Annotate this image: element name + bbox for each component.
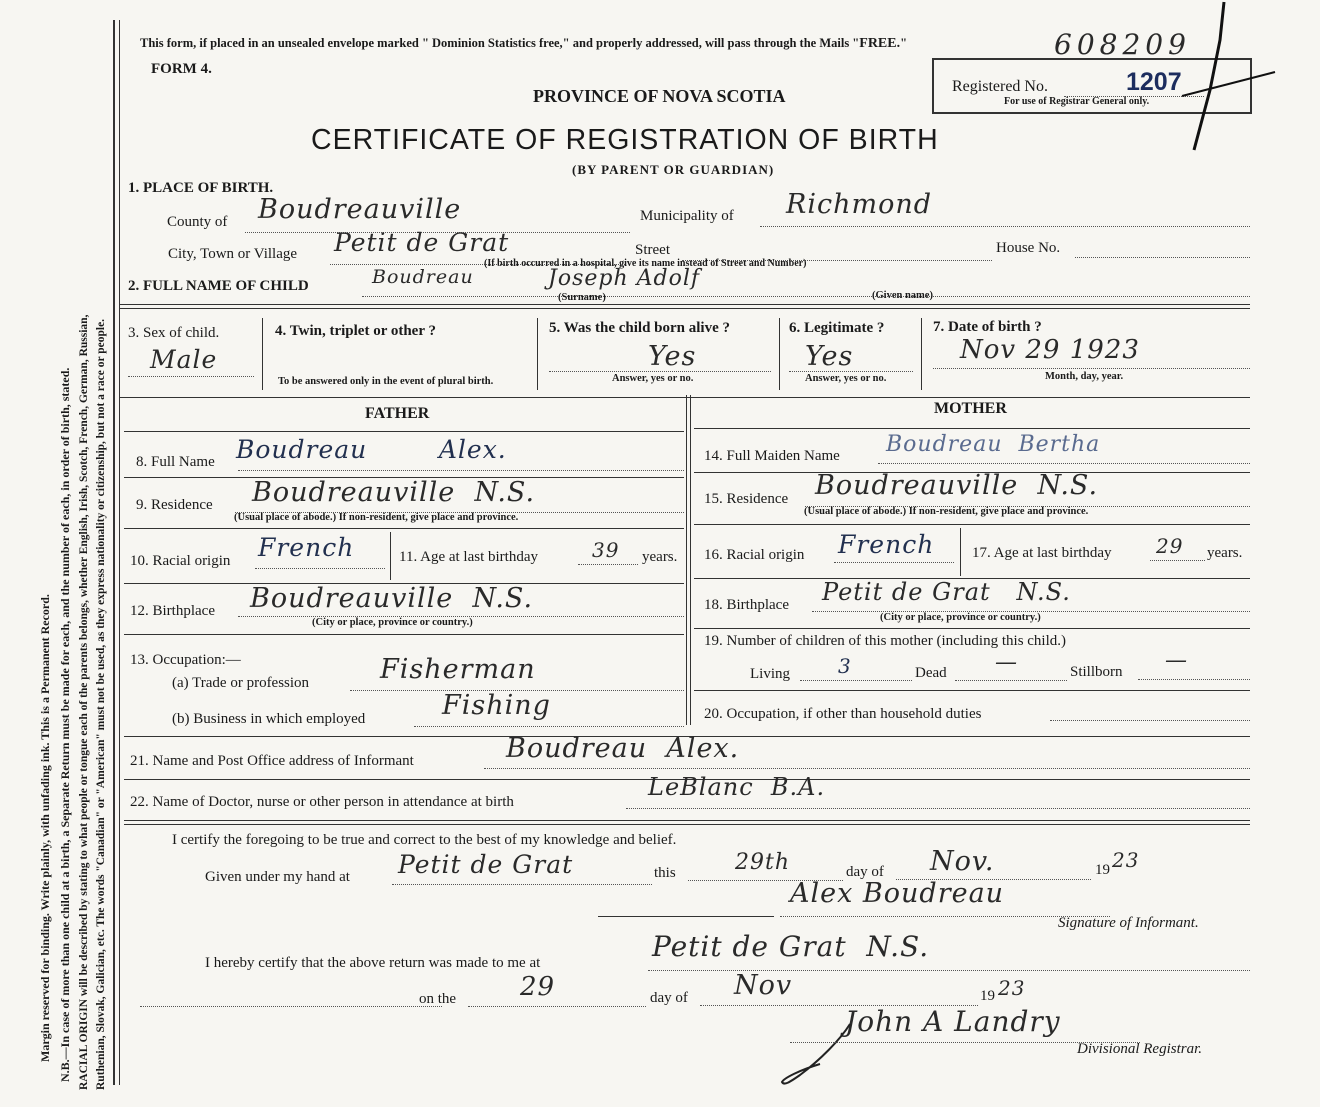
father-name-label: 8. Full Name — [136, 454, 215, 470]
doctor-label: 22. Name of Doctor, nurse or other person in attendance at birth — [130, 794, 514, 810]
mother-residence-label: 15. Residence — [704, 491, 789, 507]
registrar-month: Nov — [734, 970, 793, 1001]
father-age-unit: years. — [642, 549, 678, 565]
mother-heading: MOTHER — [934, 400, 1007, 417]
child-surname-value: Boudreau — [372, 266, 474, 288]
given-label: Given under my hand at — [205, 869, 350, 885]
sex-value: Male — [150, 345, 218, 374]
city-label: City, Town or Village — [168, 246, 298, 262]
alive-value: Yes — [648, 341, 697, 372]
given-place: Petit de Grat — [398, 850, 574, 879]
mother-children-label: 19. Number of children of this mother (including this child.) — [704, 633, 1067, 649]
registrar-signature: John A Landry — [845, 1005, 1061, 1038]
given-month: Nov. — [930, 846, 995, 877]
given-caption: (Given name) — [872, 290, 933, 301]
mail-notice-suffix: " — [900, 36, 908, 50]
father-business-value: Fishing — [442, 690, 551, 721]
father-age-label: 11. Age at last birthday — [399, 549, 538, 565]
father-racial-label: 10. Racial origin — [130, 553, 231, 569]
child-given-value: Joseph Adolf — [548, 266, 701, 291]
father-age-value: 39 — [592, 538, 620, 562]
mother-occupation-label: 20. Occupation, if other than household duties — [704, 706, 982, 722]
municipality-label: Municipality of — [640, 208, 734, 224]
living-label: Living — [750, 666, 790, 682]
pen-mark — [1180, 0, 1290, 160]
dead-value: — — [995, 650, 1018, 675]
registrar-place: Petit de Grat N.S. — [652, 930, 930, 963]
margin-note-4: Ruthenian, Slovak, Galician, etc. The words "Canadian" or "American" must not be used, as they express nationality or citizenship, but not a race or people. — [95, 318, 107, 1090]
twin-note: To be answered only in the event of plural birth. — [278, 376, 494, 387]
mother-birthplace-value: Petit de Grat N.S. — [822, 578, 1071, 606]
on-the-label: on the — [419, 991, 457, 1007]
father-name-value: Boudreau Alex. — [236, 435, 507, 464]
legit-caption: Answer, yes or no. — [805, 373, 887, 384]
mother-birthplace-note: (City or place, province or country.) — [880, 612, 1041, 623]
given-year-prefix: 19 — [1095, 862, 1110, 878]
stillborn-label: Stillborn — [1070, 664, 1123, 680]
county-value: Boudreauville — [258, 194, 462, 225]
child-name-label: 2. FULL NAME OF CHILD — [128, 278, 309, 294]
margin-note-1: Margin reserved for binding. Write plainly, with unfading ink. This is a Permanent Record. — [38, 594, 52, 1062]
father-business-label: (b) Business in which employed — [172, 711, 366, 727]
informant-signature: Alex Boudreau — [790, 878, 1005, 909]
legit-label: 6. Legitimate ? — [789, 320, 885, 336]
place-of-birth-label: 1. PLACE OF BIRTH. — [128, 180, 274, 196]
legit-value: Yes — [805, 341, 854, 372]
living-value: 3 — [838, 654, 852, 678]
informant-caption: Signature of Informant. — [1058, 915, 1199, 931]
father-occupation-label: 13. Occupation:— — [130, 652, 241, 668]
registered-label: Registered No. — [952, 78, 1048, 95]
certificate-subtitle: (BY PARENT OR GUARDIAN) — [572, 162, 775, 177]
given-day-of-label: day of — [846, 864, 884, 880]
alive-label: 5. Was the child born alive ? — [549, 320, 730, 336]
dob-caption: Month, day, year. — [1045, 371, 1124, 382]
father-birthplace-label: 12. Birthplace — [130, 603, 215, 619]
mother-age-unit: years. — [1207, 545, 1243, 561]
this-label: this — [654, 865, 676, 881]
handwritten-number: 608209 — [1054, 28, 1191, 61]
mother-racial-label: 16. Racial origin — [704, 547, 805, 563]
mail-notice-free: FREE. — [859, 36, 901, 51]
alive-caption: Answer, yes or no. — [612, 373, 694, 384]
father-heading: FATHER — [365, 405, 430, 422]
municipality-value: Richmond — [786, 189, 933, 220]
county-label: County of — [167, 214, 228, 230]
registrar-statement: I hereby certify that the above return was made to me at — [205, 955, 541, 971]
registrar-caption: Divisional Registrar. — [1077, 1041, 1203, 1057]
registered-value: 1207 — [1126, 68, 1182, 96]
mother-racial-value: French — [838, 530, 935, 559]
hospital-note: (If birth occurred in a hospital, give its name instead of Street and Number) — [484, 258, 807, 269]
father-residence-note: (Usual place of abode.) If non-resident, give place and province. — [234, 512, 519, 523]
father-racial-value: French — [258, 533, 355, 562]
registrar-note: For use of Registrar General only. — [1004, 96, 1150, 107]
certify-statement: I certify the foregoing to be true and correct to the best of my knowledge and belief. — [172, 832, 677, 848]
registrar-day: 29 — [520, 972, 556, 1002]
mother-age-label: 17. Age at last birthday — [972, 545, 1112, 561]
form-number: FORM 4. — [151, 61, 212, 77]
street-label: Street — [635, 242, 670, 258]
margin-note-3: RACIAL ORIGIN will be described by stating to what people or tongue each of the parents belongs, whether English, Irish, Scotch, French, German, Russian, — [78, 314, 90, 1090]
father-trade-label: (a) Trade or profession — [172, 675, 310, 691]
house-label: House No. — [996, 240, 1061, 256]
mail-notice-text: This form, if placed in an unsealed envelope marked " Dominion Statistics free," and properly addressed, will pass through the Mails " — [140, 36, 860, 50]
father-birthplace-value: Boudreauville N.S. — [250, 583, 534, 614]
given-year: 23 — [1112, 848, 1140, 872]
mother-name-value: Boudreau Bertha — [886, 432, 1101, 457]
mother-name-label: 14. Full Maiden Name — [704, 448, 840, 464]
sex-label: 3. Sex of child. — [128, 325, 220, 341]
doctor-value: LeBlanc B.A. — [648, 773, 826, 801]
given-day: 29th — [735, 850, 791, 875]
mail-notice — [140, 36, 907, 52]
mother-residence-note: (Usual place of abode.) If non-resident, give place and province. — [804, 506, 1089, 517]
father-trade-value: Fisherman — [380, 654, 536, 685]
province: PROVINCE OF NOVA SCOTIA — [533, 86, 786, 106]
dead-label: Dead — [915, 665, 947, 681]
mother-residence-value: Boudreauville N.S. — [815, 470, 1099, 501]
registrar-year-prefix: 19 — [980, 988, 995, 1004]
signature-stroke — [780, 1020, 860, 1090]
father-residence-label: 9. Residence — [136, 497, 213, 513]
stillborn-value: — — [1165, 648, 1188, 673]
mother-age-value: 29 — [1156, 534, 1184, 558]
informant-label: 21. Name and Post Office address of Informant — [130, 753, 414, 769]
registrar-year: 23 — [998, 976, 1026, 1000]
mother-birthplace-label: 18. Birthplace — [704, 597, 789, 613]
twin-label: 4. Twin, triplet or other ? — [275, 323, 436, 339]
informant-value: Boudreau Alex. — [506, 733, 740, 764]
margin-note-2: N.B.—In case of more than one child at a birth, a Separate Return must be made for each, and the number of each, in order of birth, stated. — [58, 367, 72, 1082]
dob-label: 7. Date of birth ? — [933, 319, 1042, 335]
father-residence-value: Boudreauville N.S. — [252, 477, 536, 508]
city-value: Petit de Grat — [334, 228, 510, 257]
surname-caption: (Surname) — [558, 292, 606, 303]
registrar-day-of-label: day of — [650, 990, 688, 1006]
dob-value: Nov 29 1923 — [960, 335, 1140, 365]
certificate-title: CERTIFICATE OF REGISTRATION OF BIRTH — [311, 124, 939, 156]
father-birthplace-note: (City or place, province or country.) — [312, 617, 473, 628]
